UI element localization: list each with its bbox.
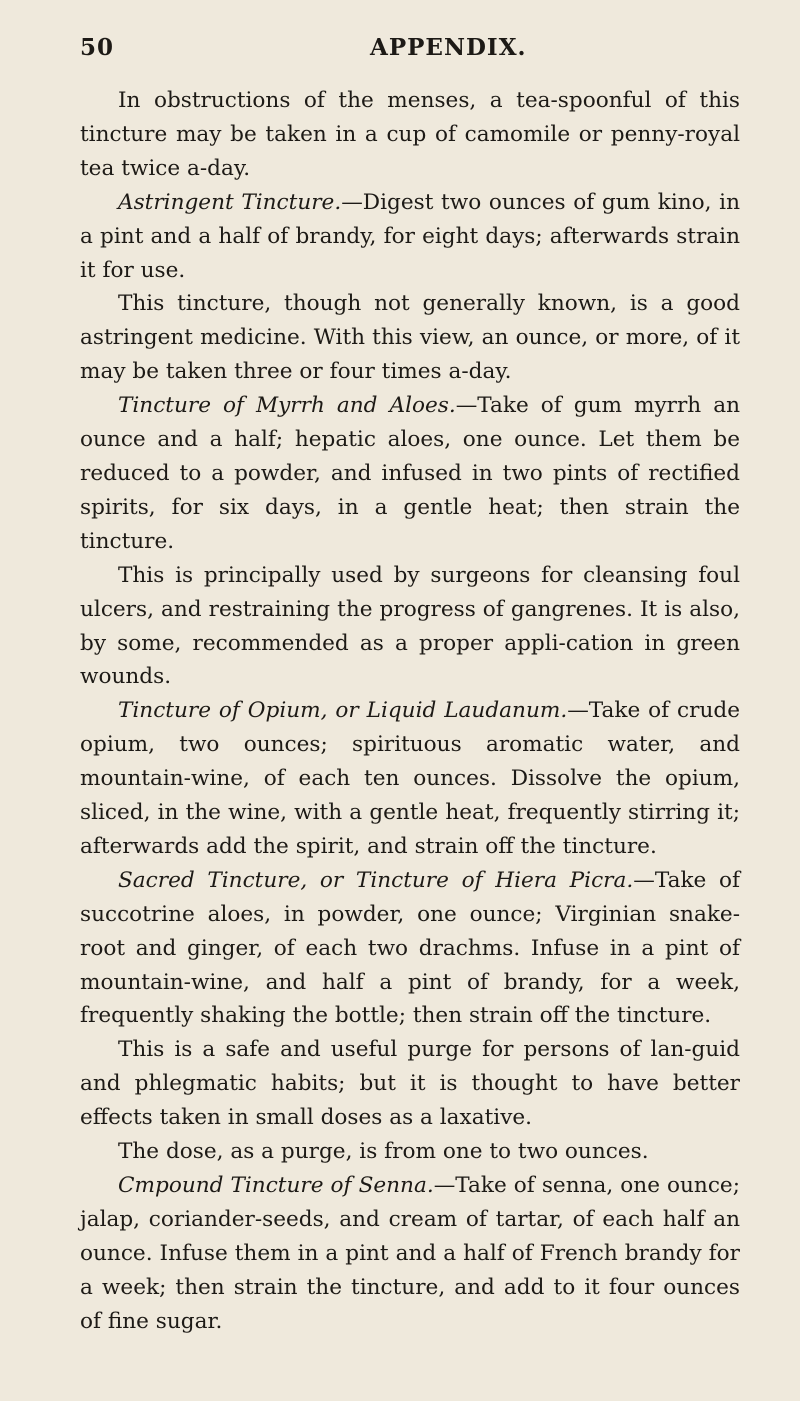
paragraph-body: —Digest two ounces of gum kino, in a pint and a half of brandy, for eight days; afterwards strain it for use. [80,189,740,283]
paragraph-body: In obstructions of the menses, a tea-spoonful of this tincture may be taken in a cup of camomile or penny-royal tea twice a-day. [80,88,740,181]
paragraph-body: —Take of gum myrrh an ounce and a half; hepatic aloes, one ounce. Let them be reduced to a powder, and infused in two pints of rectified spirits, for six days, in a gentle heat; then strain the tincture. [80,393,740,554]
paragraph-heading: Astringent Tincture. [118,189,342,215]
paragraph-body: —Take of succotrine aloes, in powder, one ounce; Virginian snake-root and ginger, of each two drachms. Infuse in a pint of mountain-wine, and half a pint of brandy, for a week, frequently shaking the bottle; then strain off the tincture. [80,867,740,1029]
paragraph-heading: Tincture of Opium, or Liquid Laudanum. [118,698,568,724]
paragraph-body: This is a safe and useful purge for persons of lan-guid and phlegmatic habits; but it is thought to have better effects taken in small doses as a laxative. [80,1037,740,1131]
running-head: APPENDIX. [370,34,527,61]
paragraph-menses [80,84,740,186]
paragraph-hiera-picra [80,864,740,1034]
page-header [80,34,740,76]
paragraph-heading: Cmpound Tincture of Senna. [118,1173,434,1198]
body-text [80,84,740,1339]
paragraph-purge-use [80,1033,740,1135]
paragraph-heading: Sacred Tincture, or Tincture of Hiera Picra. [118,867,634,893]
paragraph-senna [80,1169,740,1339]
paragraph-myrrh-aloes [80,389,740,559]
paragraph-astringent-use [80,287,740,389]
paragraph-body: This tincture, though not generally known, is a good astringent medicine. With this view, an ounce, or more, of it may be taken three or four times a-day. [80,291,740,385]
paragraph-dose [80,1135,740,1169]
paragraph-heading: Tincture of Myrrh and Aloes. [118,393,456,419]
paragraph-myrrh-use [80,559,740,695]
paragraph-body: The dose, as a purge, is from one to two ounces. [118,1139,649,1165]
paragraph-body: —Take of senna, one ounce; jalap, coriander-seeds, and cream of tartar, of each half an ounce. Infuse them in a pint and a half of French brandy for a week; then strain the tincture, and add to it four ounces of fine sugar. [80,1173,740,1334]
paragraph-body: —Take of crude opium, two ounces; spirituous aromatic water, and mountain-wine, of each ten ounces. Dissolve the opium, sliced, in the wine, with a gentle heat, frequently stirring it; afterwards add the spirit, and strain off the tincture. [80,698,740,859]
paragraph-body: This is principally used by surgeons for cleansing foul ulcers, and restraining the progress of gangrenes. It is also, by some, recommended as a proper appli-cation in green wounds. [80,562,740,690]
page-number: 50 [80,34,115,61]
paragraph-astringent-tincture [80,186,740,288]
paragraph-laudanum [80,694,740,864]
